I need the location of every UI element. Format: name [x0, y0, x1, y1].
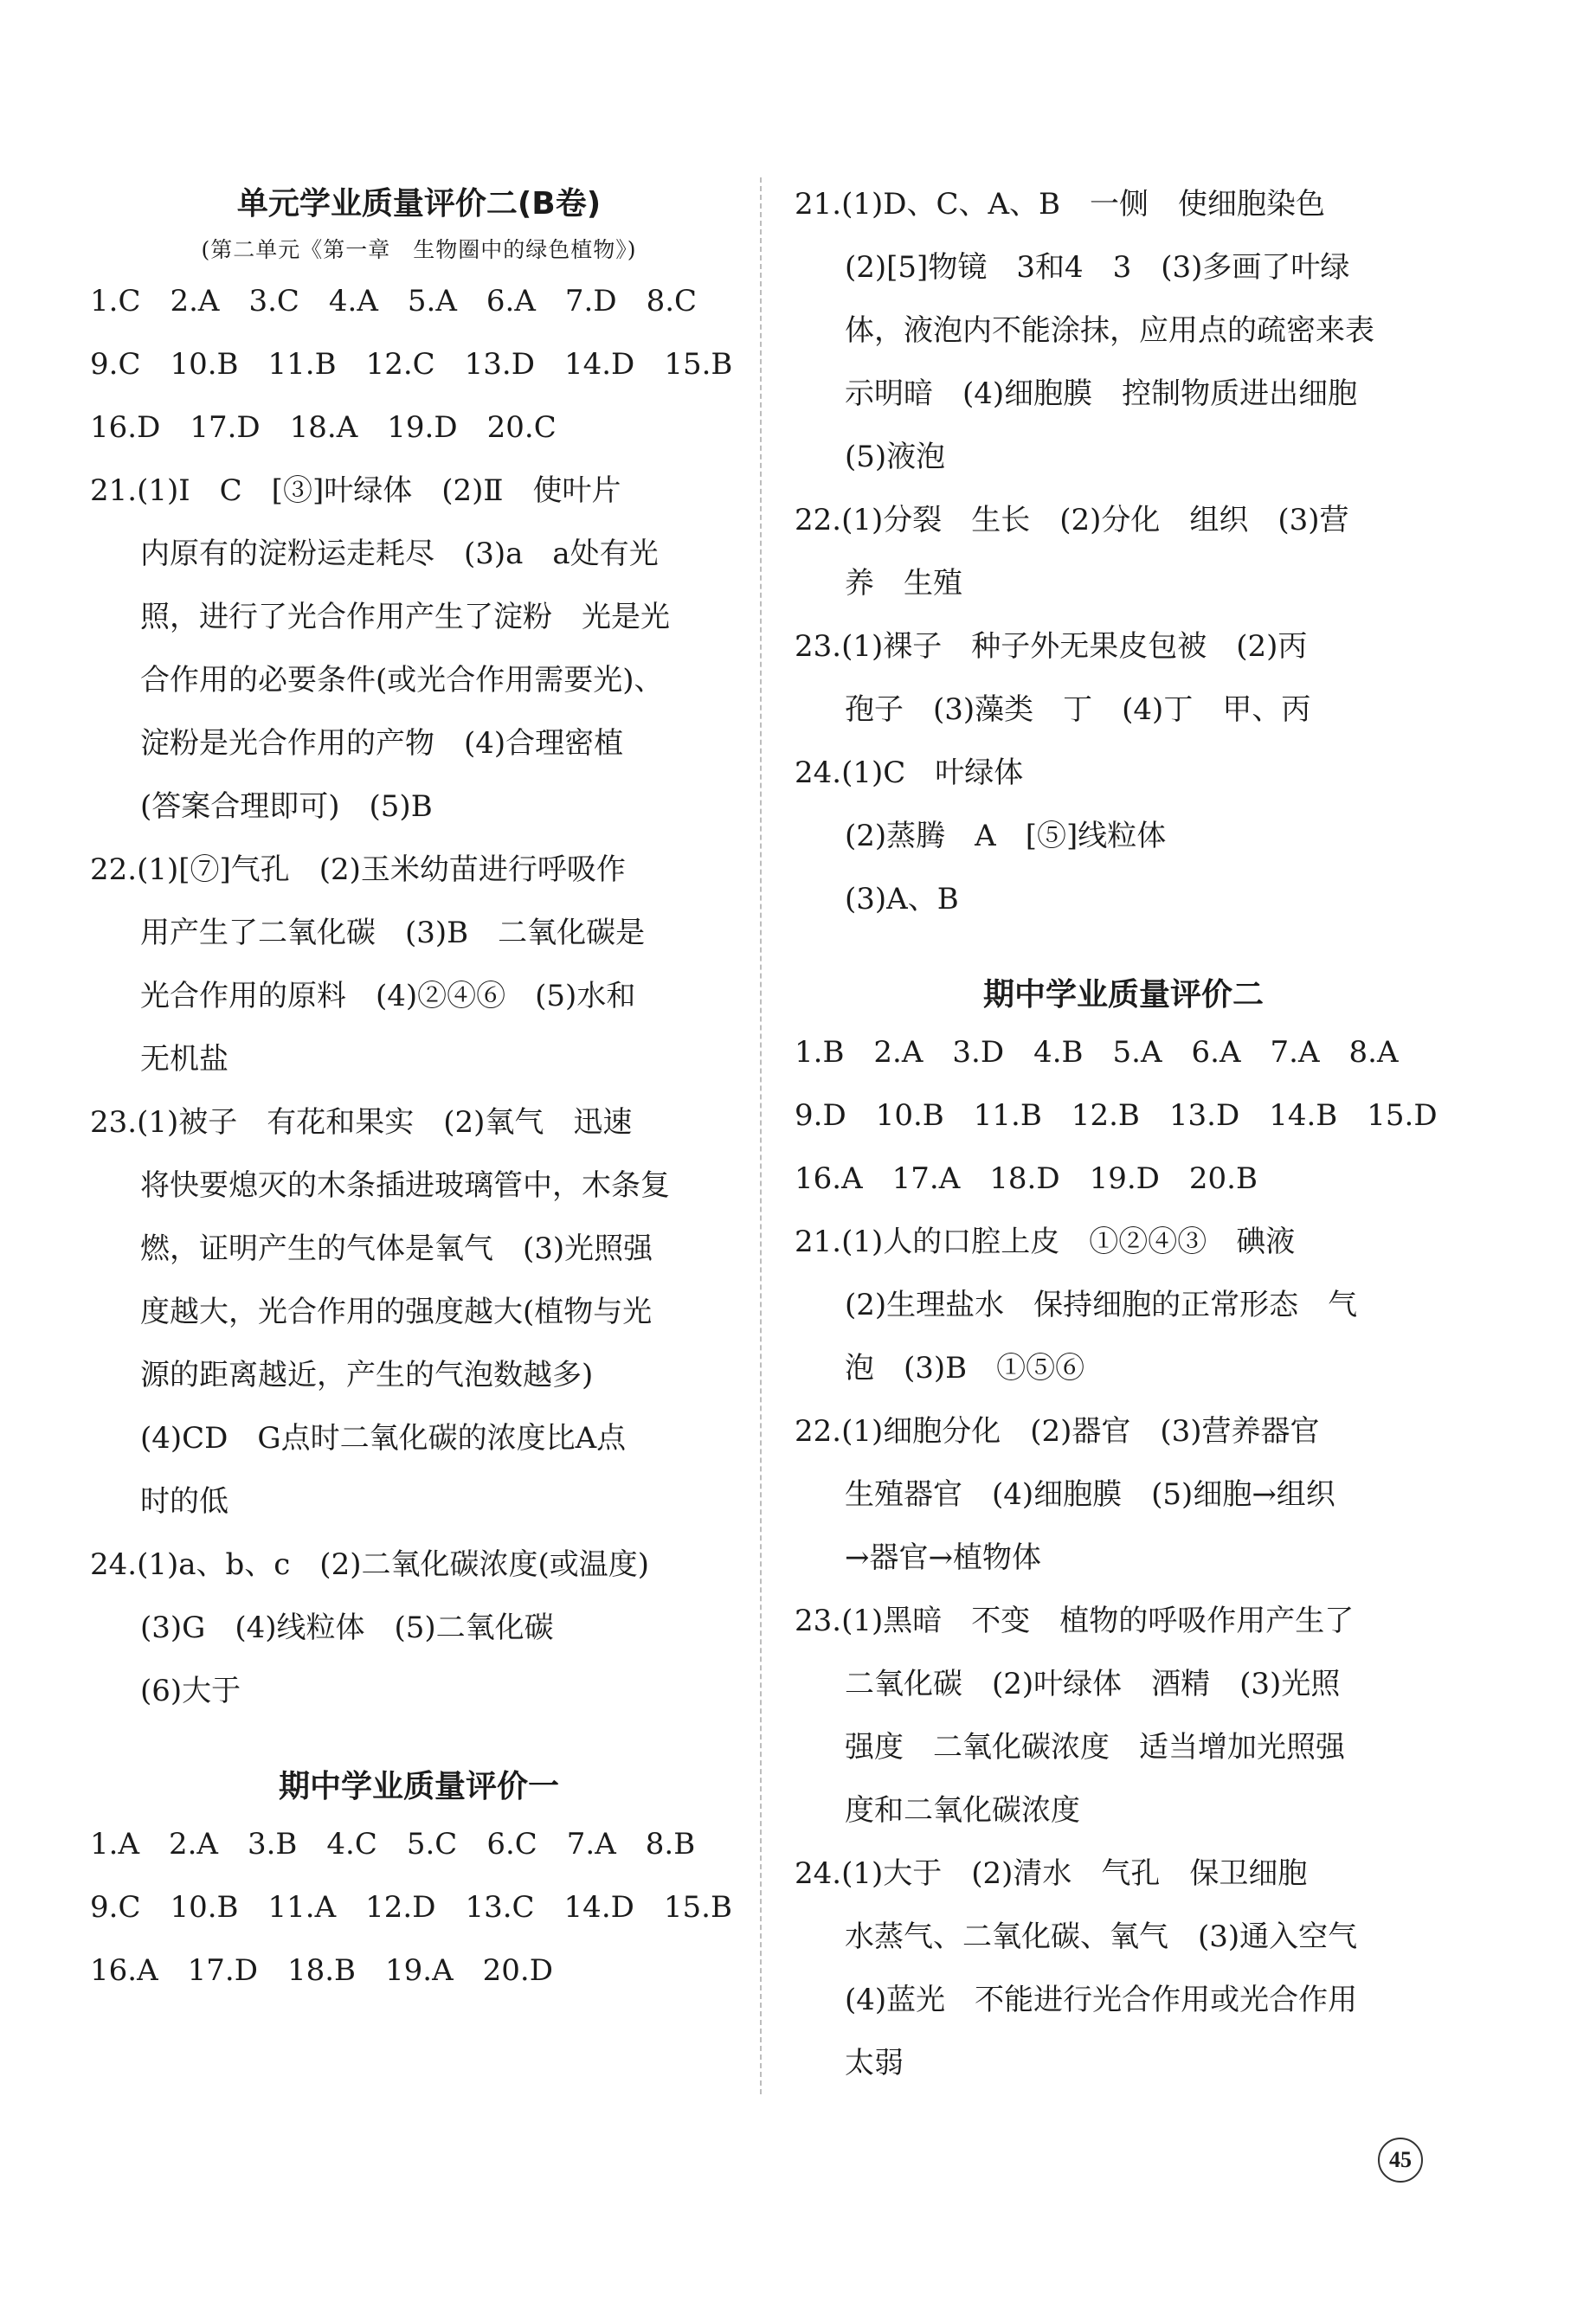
- answer-line: 9.C 10.B 11.A 12.D 13.C 14.D 15.B: [90, 1890, 732, 1925]
- left-column: [90, 173, 748, 2003]
- answer-line: 孢子 (3)藻类 丁 (4)丁 甲、丙: [845, 692, 1311, 727]
- answer-line: 21.(1)D、C、A、B 一侧 使细胞染色: [795, 187, 1326, 222]
- answer-line: 燃，证明产生的气体是氧气 (3)光照强: [140, 1231, 653, 1266]
- answer-line: 16.A 17.A 18.D 19.D 20.B: [795, 1161, 1258, 1196]
- answer-line: 度越大，光合作用的强度越大(植物与光: [140, 1295, 653, 1329]
- answer-line: 源的距离越近，产生的气泡数越多): [140, 1358, 594, 1392]
- answer-line: 23.(1)黑暗 不变 植物的呼吸作用产生了: [795, 1604, 1355, 1638]
- answer-line: 用产生了二氧化碳 (3)B 二氧化碳是: [140, 916, 646, 950]
- answer-line: 照，进行了光合作用产生了淀粉 光是光: [140, 600, 670, 634]
- right-column: [795, 173, 1452, 2095]
- section-title: 期中学业质量评价一: [278, 1769, 559, 1804]
- answer-line: →器官→植物体: [845, 1540, 1041, 1575]
- answer-line: 23.(1)被子 有花和果实 (2)氧气 迅速: [90, 1105, 633, 1140]
- column-divider: [760, 177, 762, 2094]
- answer-line: 1.A 2.A 3.B 4.C 5.C 6.C 7.A 8.B: [90, 1827, 696, 1862]
- answer-line: (6)大于: [140, 1674, 241, 1708]
- answer-line: 光合作用的原料 (4)②④⑥ (5)水和: [140, 979, 636, 1013]
- answer-line: 24.(1)大于 (2)清水 气孔 保卫细胞: [795, 1856, 1308, 1891]
- answer-line: (答案合理即可) (5)B: [140, 789, 433, 824]
- answer-line: (3)G (4)线粒体 (5)二氧化碳: [140, 1611, 554, 1645]
- answer-line: 无机盐: [140, 1042, 228, 1077]
- answer-line: (5)液泡: [845, 440, 946, 474]
- answer-line: 泡 (3)B ①⑤⑥: [845, 1351, 1085, 1386]
- answer-line: 将快要熄灭的木条插进玻璃管中，木条复: [140, 1168, 670, 1203]
- answer-line: (2)蒸腾 A [⑤]线粒体: [845, 819, 1167, 853]
- section-gap: [795, 931, 1452, 964]
- answer-line: 23.(1)裸子 种子外无果皮包被 (2)丙: [795, 629, 1308, 664]
- section-gap: [90, 1723, 748, 1756]
- answer-line: (3)A、B: [845, 882, 959, 916]
- answer-line: 16.A 17.D 18.B 19.A 20.D: [90, 1953, 553, 1988]
- answer-line: 16.D 17.D 18.A 19.D 20.C: [90, 410, 557, 445]
- section-subtitle: (第二单元《第一章 生物圈中的绿色植物》): [201, 237, 637, 262]
- answer-line: 二氧化碳 (2)叶绿体 酒精 (3)光照: [845, 1667, 1341, 1701]
- answer-line: 9.C 10.B 11.B 12.C 13.D 14.D 15.B: [90, 347, 733, 382]
- answer-line: 淀粉是光合作用的产物 (4)合理密植: [140, 726, 624, 761]
- section-title: 期中学业质量评价二: [982, 977, 1264, 1013]
- answer-line: 示明暗 (4)细胞膜 控制物质进出细胞: [845, 376, 1358, 411]
- answer-line: 体，液泡内不能涂抹，应用点的疏密来表: [845, 313, 1374, 348]
- answer-line: 合作用的必要条件(或光合作用需要光)、: [140, 663, 664, 698]
- answer-line: 22.(1)细胞分化 (2)器官 (3)营养器官: [795, 1414, 1320, 1449]
- answer-line: 21.(1)人的口腔上皮 ①②④③ 碘液: [795, 1225, 1296, 1259]
- answer-line: 太弱: [845, 2046, 904, 2080]
- answer-line: (2)生理盐水 保持细胞的正常形态 气: [845, 1288, 1358, 1322]
- answer-line: 强度 二氧化碳浓度 适当增加光照强: [845, 1730, 1345, 1765]
- page-number: 45: [1378, 2138, 1423, 2183]
- answer-line: 时的低: [140, 1484, 228, 1519]
- answer-line: 养 生殖: [845, 566, 962, 601]
- section-title: 单元学业质量评价二(B卷): [236, 186, 602, 222]
- answer-line: 21.(1)Ⅰ C [③]叶绿体 (2)Ⅱ 使叶片: [90, 473, 621, 508]
- answer-line: (2)[5]物镜 3和4 3 (3)多画了叶绿: [845, 250, 1350, 285]
- answer-line: (4)蓝光 不能进行光合作用或光合作用: [845, 1983, 1358, 2017]
- answer-line: 1.C 2.A 3.C 4.A 5.A 6.A 7.D 8.C: [90, 284, 698, 318]
- answer-line: 内原有的淀粉运走耗尽 (3)a a处有光: [140, 537, 659, 571]
- answer-line: 1.B 2.A 3.D 4.B 5.A 6.A 7.A 8.A: [795, 1035, 1399, 1070]
- answer-line: 水蒸气、二氧化碳、氧气 (3)通入空气: [845, 1919, 1358, 1954]
- answer-line: 24.(1)C 叶绿体: [795, 756, 1024, 790]
- answer-line: 9.D 10.B 11.B 12.B 13.D 14.B 15.D: [795, 1098, 1438, 1133]
- answer-line: 24.(1)a、b、c (2)二氧化碳浓度(或温度): [90, 1547, 649, 1582]
- answer-line: 度和二氧化碳浓度: [845, 1793, 1080, 1828]
- answer-line: (4)CD G点时二氧化碳的浓度比A点: [140, 1421, 627, 1456]
- answer-line: 生殖器官 (4)细胞膜 (5)细胞→组织: [845, 1477, 1335, 1512]
- answer-line: 22.(1)[⑦]气孔 (2)玉米幼苗进行呼吸作: [90, 852, 626, 887]
- answer-line: 22.(1)分裂 生长 (2)分化 组织 (3)营: [795, 503, 1349, 537]
